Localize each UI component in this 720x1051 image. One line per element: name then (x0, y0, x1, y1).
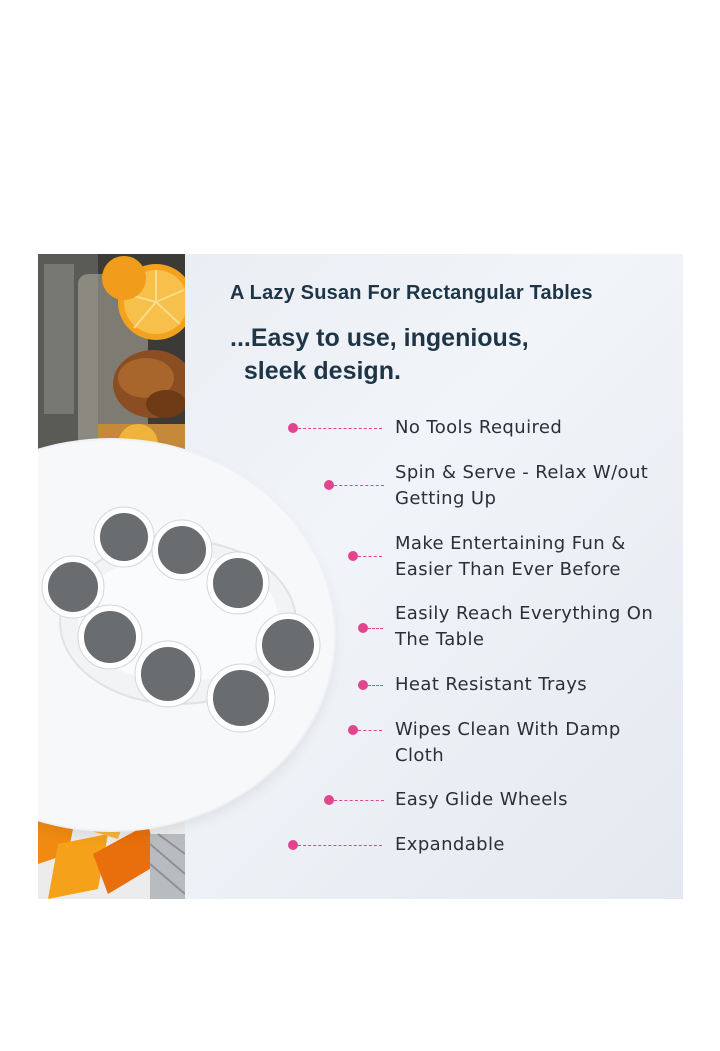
connector-line (334, 800, 384, 801)
feature-label: Easily Reach Everything On The Table (395, 603, 654, 650)
page-title: A Lazy Susan For Rectangular Tables (230, 282, 593, 304)
feature-label: Make Entertaining Fun & Easier Than Ever Before (395, 533, 626, 580)
feature-label: Expandable (395, 834, 505, 855)
bullet-dot-icon (288, 423, 298, 433)
bullet-dot-icon (348, 551, 358, 561)
feature-label: No Tools Required (395, 417, 563, 438)
connector-line (298, 428, 382, 429)
product-infographic (38, 254, 683, 899)
bullet-dot-icon (324, 795, 334, 805)
bullet-dot-icon (358, 623, 368, 633)
feature-label: Wipes Clean With Damp Cloth (395, 719, 621, 766)
bullet-dot-icon (288, 840, 298, 850)
feature-label: Heat Resistant Trays (395, 674, 588, 695)
page-subtitle: ...Easy to use, ingenious, sleek design. (230, 324, 529, 385)
feature-label: Spin & Serve - Relax W/out Getting Up (395, 462, 649, 509)
feature-label: Easy Glide Wheels (395, 789, 568, 810)
bullet-dot-icon (348, 725, 358, 735)
bullet-dot-icon (358, 680, 368, 690)
connector-line (334, 485, 384, 486)
connector-line (368, 628, 383, 629)
connector-line (358, 730, 382, 731)
connector-line (298, 845, 382, 846)
lazy-susan-product-image (38, 504, 328, 744)
connector-line (358, 556, 382, 557)
bullet-dot-icon (324, 480, 334, 490)
connector-line (368, 685, 383, 686)
